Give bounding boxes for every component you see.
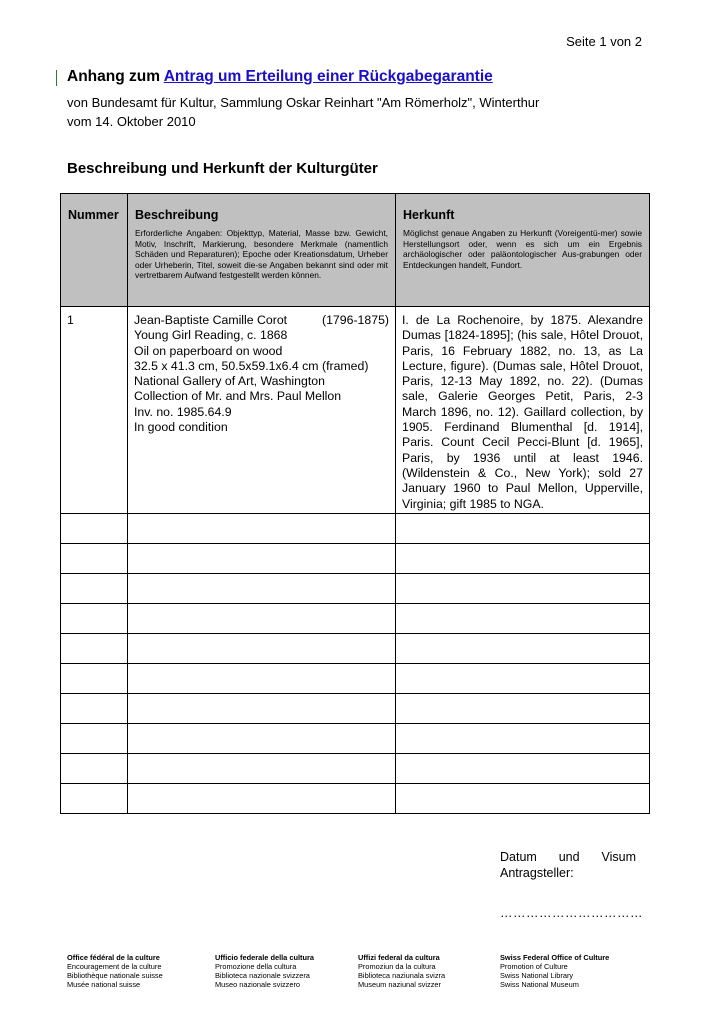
document-heading — [67, 68, 493, 86]
table-row-empty — [61, 694, 650, 724]
artwork-dimensions: 32.5 x 41.3 cm, 50.5x59.1x6.4 cm (framed) — [134, 358, 369, 373]
header-description: Beschreibung Erforderliche Angaben: Objekttyp, Material, Masse bzw. Gewicht, Motiv, Inschrift, Markierung, besondere Merkmale (namentlich Schäden und Reparaturen); Epoche oder Kreationsdatum, Urheber oder Urheberin, Titel, soweit die-se Angaben bekannt sind oder mit vertretbarem Aufwand festgestellt werden können. — [128, 194, 396, 307]
header-number: Nummer — [61, 194, 128, 307]
table-row-empty — [61, 574, 650, 604]
artwork-title: Young Girl Reading, c. 1868 — [134, 328, 288, 343]
artwork-inventory: Inv. no. 1985.64.9 — [134, 404, 232, 419]
footer-col-it: Ufficio federale della cultura Promozione della cultura Biblioteca nazionale svizzera Museo nazionale svizzero — [215, 953, 314, 989]
artwork-condition: In good condition — [134, 420, 228, 435]
table-row-empty — [61, 724, 650, 754]
artwork-collection: Collection of Mr. and Mrs. Paul Mellon — [134, 389, 342, 404]
header-provenance: Herkunft Möglichst genaue Angaben zu Herkunft (Voreigentü-mer) sowie Herstellungsort oder, wenn es sich um ein Ergebnis archäologischer oder paläontologischer Aus-grabungen oder Entdeckungen handelt, Fundort. — [396, 194, 650, 307]
revision-bar — [56, 70, 57, 86]
applicant-line: von Bundesamt für Kultur, Sammlung Oskar Reinhart "Am Römerholz", Winterthur — [67, 95, 540, 110]
footer-col-rm: Uffizi federal da cultura Promoziun da la cultura Biblioteca naziunala svizra Museum naziunal svizzer — [358, 953, 446, 989]
artist-name: Jean-Baptiste Camille Corot — [134, 313, 288, 327]
table-row-empty — [61, 784, 650, 814]
table-row-empty — [61, 664, 650, 694]
description-hint: Erforderliche Angaben: Objekttyp, Material, Masse bzw. Gewicht, Motiv, Inschrift, Markierung, besondere Merkmale (namentlich Schäden und Reparaturen); Epoche oder Kreationsdatum, Urheber oder Urheberin, Titel, soweit die-se Angaben bekannt sind oder mit vertretbarem Aufwand festgestellt werden können. — [135, 228, 388, 280]
table-header-row — [61, 194, 650, 307]
table-row-empty — [61, 604, 650, 634]
artwork-medium: Oil on paperboard on wood — [134, 343, 283, 358]
footer-col-en: Swiss Federal Office of Culture Promotion of Culture Swiss National Library Swiss National Museum — [500, 953, 610, 989]
date-line: vom 14. Oktober 2010 — [67, 114, 196, 129]
table-row-empty — [61, 754, 650, 784]
row-number: 1 — [61, 307, 128, 514]
heading-prefix: Anhang zum — [67, 68, 160, 85]
provenance-hint: Möglichst genaue Angaben zu Herkunft (Voreigentü-mer) sowie Herstellungsort oder, wenn es sich um ein Ergebnis archäologischer oder paläontologischer Aus-grabungen oder Entdeckungen handelt, Fundort. — [403, 228, 642, 270]
signature-label: Datum und Visum Antragsteller: — [500, 850, 636, 880]
table-row — [61, 307, 650, 514]
row-provenance: I. de La Rochenoire, by 1875. Alexandre Dumas [1824-1895]; (his sale, Hôtel Drouot, Paris, 16 February 1882, no. 13, as La Lecture, figure). (Dumas sale, Hôtel Drouot, Paris, 12-13 May 1892, no. 22). (Dumas sale, Galerie Georges Petit, Paris, 2-3 March 1896, no. 12). Gaillard collection, by 1905. Ferdinand Blumenthal [d. 1914], Paris. Count Cecil Pecci-Blunt [d. 1965], Paris, by 1936 until at least 1946. (Wildenstein & Co., New York); sold 27 January 1960 to Paul Mellon, Upperville, Virginia; gift 1985 to NGA. — [396, 307, 650, 514]
artist-dates: (1796-1875) — [322, 313, 389, 327]
table-row-empty — [61, 634, 650, 664]
artist-line — [134, 313, 389, 328]
row-description — [128, 307, 396, 514]
table-row-empty — [61, 544, 650, 574]
table-row-empty — [61, 514, 650, 544]
cultural-goods-table — [60, 193, 650, 814]
section-title: Beschreibung und Herkunft der Kulturgüter — [67, 160, 378, 177]
artwork-museum: National Gallery of Art, Washington — [134, 374, 325, 389]
application-link[interactable]: Antrag um Erteilung einer Rückgabegarantie — [163, 68, 493, 85]
signature-line[interactable]: …………………………… — [500, 906, 643, 920]
page-number: Seite 1 von 2 — [566, 34, 642, 49]
footer-col-fr: Office fédéral de la culture Encouragement de la culture Bibliothèque nationale suisse Musée national suisse — [67, 953, 163, 989]
